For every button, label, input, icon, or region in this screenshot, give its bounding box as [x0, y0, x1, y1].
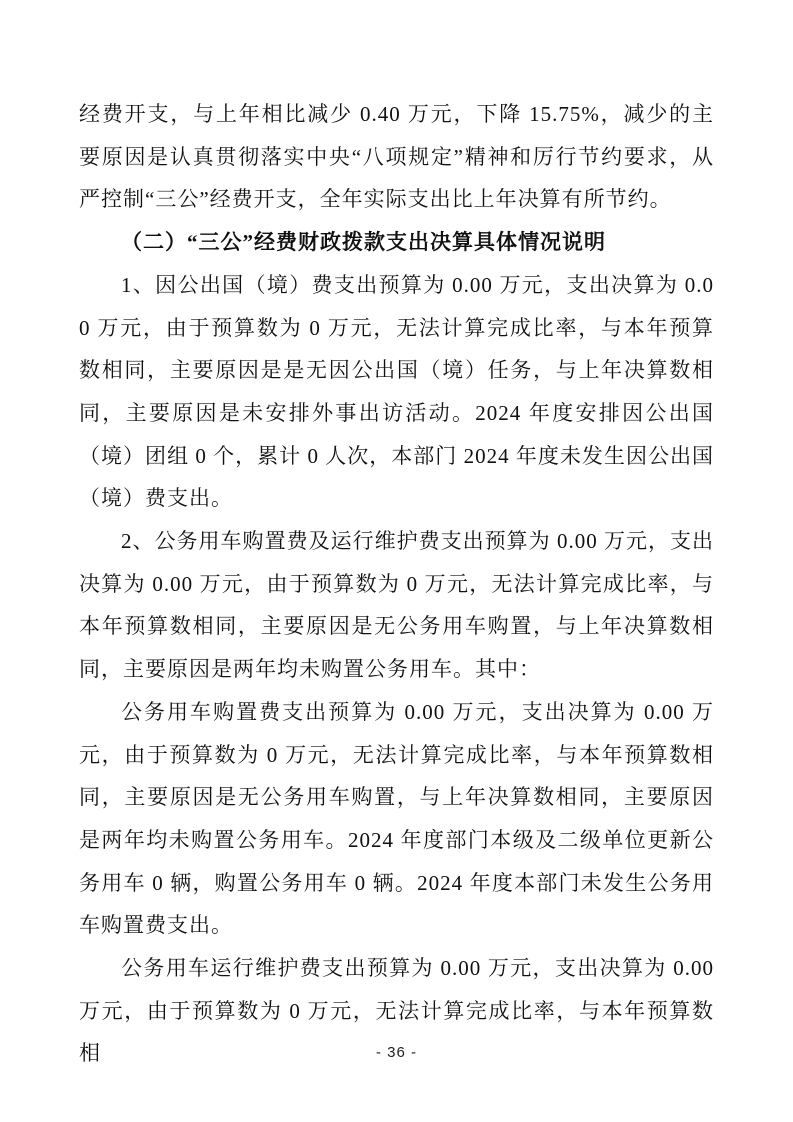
para-item-1-overseas-travel-expense: 1、因公出国（境）费支出预算为 0.00 万元，支出决算为 0.00 万元，由于预算数为 0 万元，无法计算完成比率，与本年预算数相同，主要原因是是无因公出国（境）任务，与上年决算数相同，主要原因是未安排外事出访活动。2024 年度安排因公出国（境）团组 0 个，累计 0 人次，本部门 2024 年度未发生因公出国（境）费支出。 — [79, 272, 714, 511]
para-item-2-official-vehicle-expense: 2、公务用车购置费及运行维护费支出预算为 0.00 万元，支出决算为 0.00 万元，由于预算数为 0 万元，无法计算完成比率，与本年预算数相同，主要原因是无公务用车购置，与上年决算数相同，主要原因是两年均未购置公务用车。其中： — [79, 529, 714, 682]
heading-section-two-three-public-funds: （二）“三公”经费财政拨款支出决算具体情况说明 — [121, 230, 606, 255]
para-continuation-three-public-expense: 经费开支，与上年相比减少 0.40 万元，下降 15.75%，减少的主要原因是认真贯彻落实中央“八项规定”精神和厉行节约要求，从严控制“三公”经费开支，全年实际支出比上年决算有所节约。 — [79, 102, 714, 212]
para-vehicle-maintenance-expense: 公务用车运行维护费支出预算为 0.00 万元，支出决算为 0.00 万元，由于预算数为 0 万元，无法计算完成比率，与本年预算数相 — [79, 956, 714, 1066]
page-number: - 36 - — [375, 1044, 417, 1061]
document-body — [79, 93, 714, 1075]
para-vehicle-purchase-expense: 公务用车购置费支出预算为 0.00 万元，支出决算为 0.00 万元，由于预算数为 0 万元，无法计算完成比率，与本年预算数相同，主要原因是无公务用车购置，与上年决算数相同，主要原因是两年均未购置公务用车。2024 年度部门本级及二级单位更新公务用车 0 辆，购置公务用车 0 辆。2024 年度本部门未发生公务用车购置费支出。 — [79, 699, 714, 938]
